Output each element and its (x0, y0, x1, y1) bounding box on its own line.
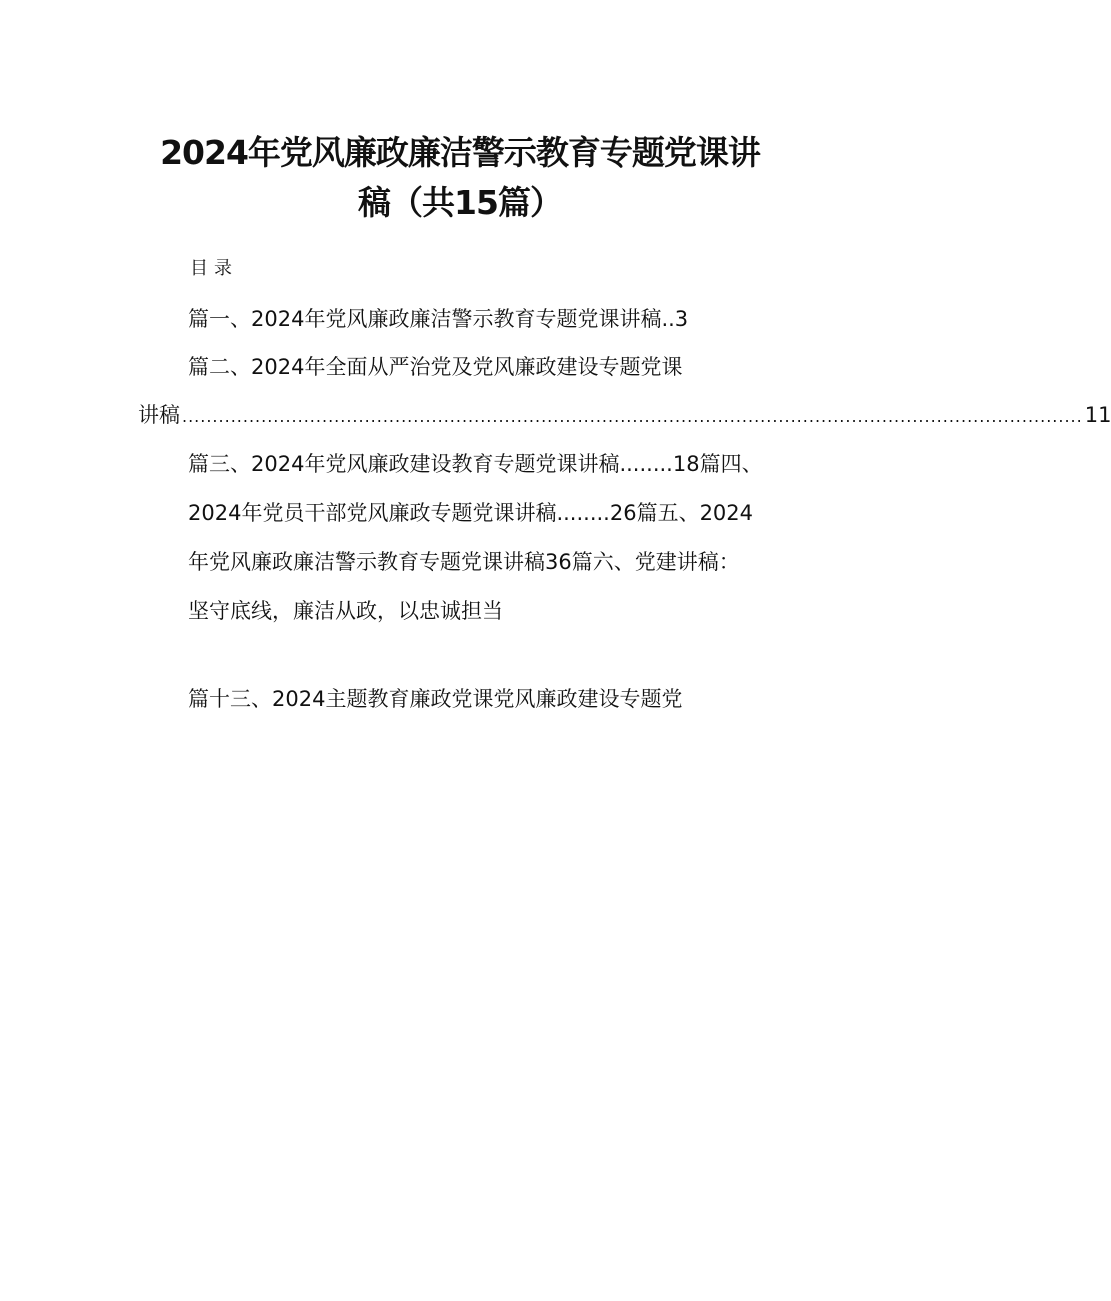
document-title-line-2: 稿（共15篇） (358, 183, 562, 222)
toc-entry-2: 篇二、2024年全面从严治党及党风廉政建设专题党课 (188, 355, 683, 379)
toc-page-number: 11 (1084, 403, 1111, 427)
toc-entry-4: 2024年党员干部党风廉政专题党课讲稿........26篇五、2024 (188, 501, 754, 525)
toc-heading: 目录 (190, 258, 238, 279)
toc-entry-1: 篇一、2024年党风廉政廉洁警示教育专题党课讲稿..3 (188, 307, 689, 331)
toc-entry-13: 篇十三、2024主题教育廉政党课党风廉政建设专题党 (188, 687, 683, 711)
toc-entry-text: 讲稿 (138, 403, 180, 427)
toc-entry-6: 坚守底线，廉洁从政，以忠诚担当 (188, 599, 503, 623)
toc-leader-dots: .................................................................................................................................................... (182, 407, 1083, 426)
document-title-line-1: 2024年党风廉政廉洁警示教育专题党课讲 (160, 133, 760, 172)
toc-entry-3: 篇三、2024年党风廉政建设教育专题党课讲稿........18篇四、 (188, 452, 763, 476)
toc-entry-5: 年党风廉政廉洁警示教育专题党课讲稿36篇六、党建讲稿： (188, 550, 740, 574)
toc-entry-2-continuation (138, 402, 1111, 430)
